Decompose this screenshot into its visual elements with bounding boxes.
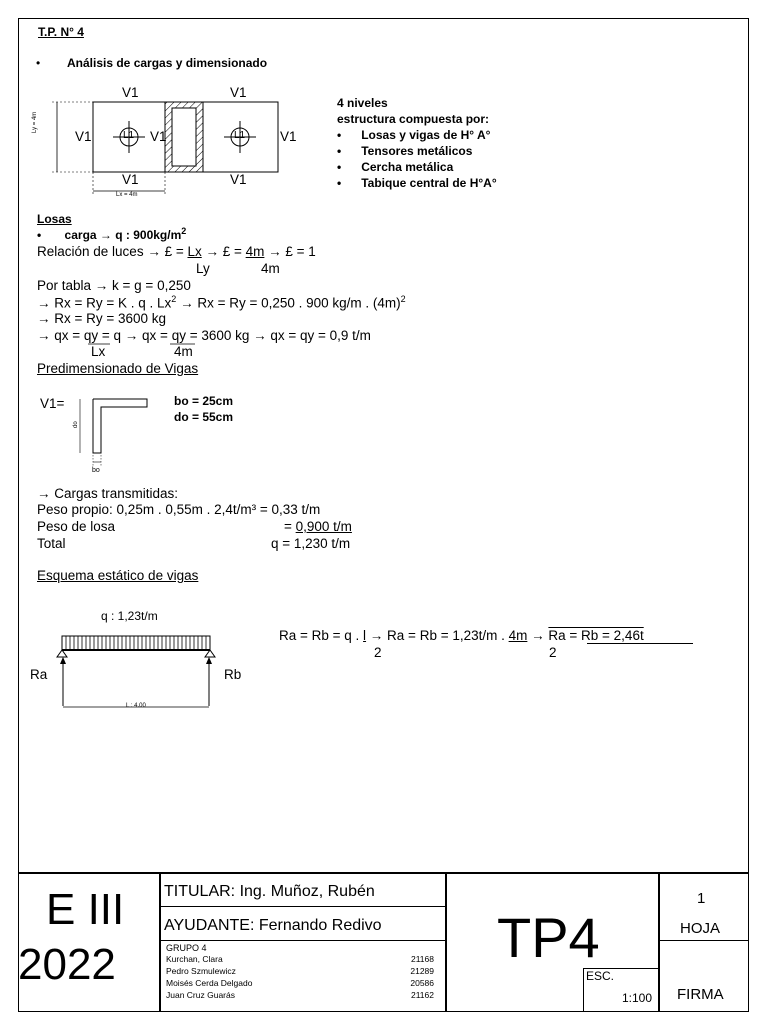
structure-item: • Tensores metálicos — [337, 144, 473, 158]
section-title: Análisis de cargas y dimensionado — [67, 56, 268, 70]
beam-label-top-left: V1 — [122, 85, 139, 100]
slab-label-right: L1 — [234, 130, 246, 141]
carga-row-value: q = 1,230 t/m — [271, 536, 351, 551]
do-value: do = 55cm — [174, 410, 234, 424]
carga-line: • carga → q : $900kg/m^2$ — [37, 226, 187, 242]
member-id: 20586 — [410, 978, 434, 988]
member-id: 21289 — [410, 966, 434, 976]
structure-item: • Losas y vigas de H° A° — [337, 128, 491, 142]
relacion-denominator-1: Ly — [196, 261, 210, 276]
relacion-luces: Relación de luces → £ = Lx → £ = 4m → £ = 1 — [37, 244, 316, 259]
titular-text: TITULAR: Ing. Muñoz, Rubén — [164, 883, 375, 900]
beam-label-bottom-right: V1 — [230, 172, 247, 187]
member-name: Moisés Cerda Delgado — [166, 978, 253, 988]
member-id: 21168 — [410, 954, 434, 964]
do-dimension-label: do — [73, 421, 79, 428]
relacion-denominator-2: 4m — [261, 261, 280, 276]
qx-line: → qx = qy = q → qx = qy = 3600 kg → qx = qy = 0,9 t/m — [37, 328, 371, 343]
beam-label-left: V1 — [75, 129, 92, 144]
reaction-a-label: Ra — [30, 667, 48, 682]
tp-heading: T.P. N° 4 — [38, 25, 84, 39]
beam-label-bottom-left: V1 — [122, 172, 139, 187]
title-block-divider — [658, 872, 660, 1012]
qx-denominator-1: Lx — [91, 344, 106, 359]
slab-label-left: L1 — [123, 130, 135, 141]
beam-label-top-right: V1 — [230, 85, 247, 100]
carga-row-label: Total — [37, 536, 66, 551]
ayudante-text: AYUDANTE: Fernando Redivo — [164, 917, 382, 934]
title-block-divider — [159, 940, 445, 941]
title-block-divider — [445, 872, 447, 1012]
title-block-divider — [159, 906, 445, 907]
scale-value: 1:100 — [622, 991, 653, 1005]
year: 2022 — [18, 940, 116, 989]
carga-row-value: = 0,900 t/m — [284, 519, 352, 534]
scale-label: ESC. — [586, 969, 615, 983]
signature-label: FIRMA — [677, 986, 724, 1003]
carga-row-label: Peso propio: 0,25m . 0,55m . 2,4t/m³ = 0,33 t/m — [37, 502, 321, 517]
title-block-top-border — [18, 872, 749, 874]
bullet-dot: • — [36, 56, 41, 70]
structure-text: estructura compuesta por: — [337, 112, 490, 126]
esquema-title: Esquema estático de vigas — [37, 568, 199, 583]
vigas-title: Predimensionado de Vigas — [37, 361, 199, 376]
member-name: Pedro Szmulewicz — [166, 966, 236, 976]
ly-dimension-label: Ly = 4m — [32, 111, 38, 133]
subject-code: E III — [46, 885, 125, 934]
equation-denominator-2: 2 — [549, 645, 557, 660]
member-name: Juan Cruz Guarás — [166, 990, 235, 1000]
tabla-line: Por tabla → k = ɡ = 0,250 — [37, 278, 191, 293]
structure-item: • Tabique central de H°A° — [337, 176, 497, 190]
equation-denominator-1: 2 — [374, 645, 382, 660]
title-block-divider — [159, 872, 161, 1012]
member-name: Kurchan, Clara — [166, 954, 223, 964]
lx-dimension-label: Lx = 4m — [116, 192, 138, 198]
carga-row-label: Peso de losa — [37, 519, 116, 534]
bo-dimension-label: bo — [92, 467, 100, 474]
bo-value: bo = 25cm — [174, 394, 234, 408]
title-block-divider — [583, 968, 584, 1012]
qx-denominator-2: 4m — [174, 344, 193, 359]
reaction-result: → Rx = Ry = 3600 kg — [37, 311, 167, 326]
member-id: 21162 — [410, 990, 434, 1000]
sheet-number: 1 — [697, 890, 706, 907]
reaction-b-label: Rb — [224, 667, 242, 682]
title-block-divider — [658, 940, 749, 941]
group-label: GRUPO 4 — [166, 943, 207, 953]
reaction-formula: → Rx = Ry = K . q . $Lx^2 \to Rx = Ry = 0,250$ . 900 kg/m . $(4m)^2$ — [37, 294, 406, 311]
reaction-equation: Ra = Rb = q . l → Ra = Rb = 1,23t/m . 4m → Ra = Rb = 2,46t — [279, 628, 644, 643]
load-label: q : 1,23t/m — [101, 609, 158, 623]
structure-item: • Cercha metálica — [337, 160, 454, 174]
beam-section-label: V1= — [40, 396, 65, 411]
beam-label-mid-left: V1 — [150, 129, 167, 144]
beam-label-right: V1 — [280, 129, 297, 144]
sheet-label: HOJA — [680, 920, 721, 937]
tp-number: TP4 — [497, 906, 600, 969]
levels-text: 4 niveles — [337, 96, 388, 110]
cargas-title: → Cargas transmitidas: — [37, 486, 179, 501]
result-underline — [587, 643, 693, 644]
losas-title: Losas — [37, 212, 72, 226]
span-label: L : 4.00 — [126, 703, 146, 709]
